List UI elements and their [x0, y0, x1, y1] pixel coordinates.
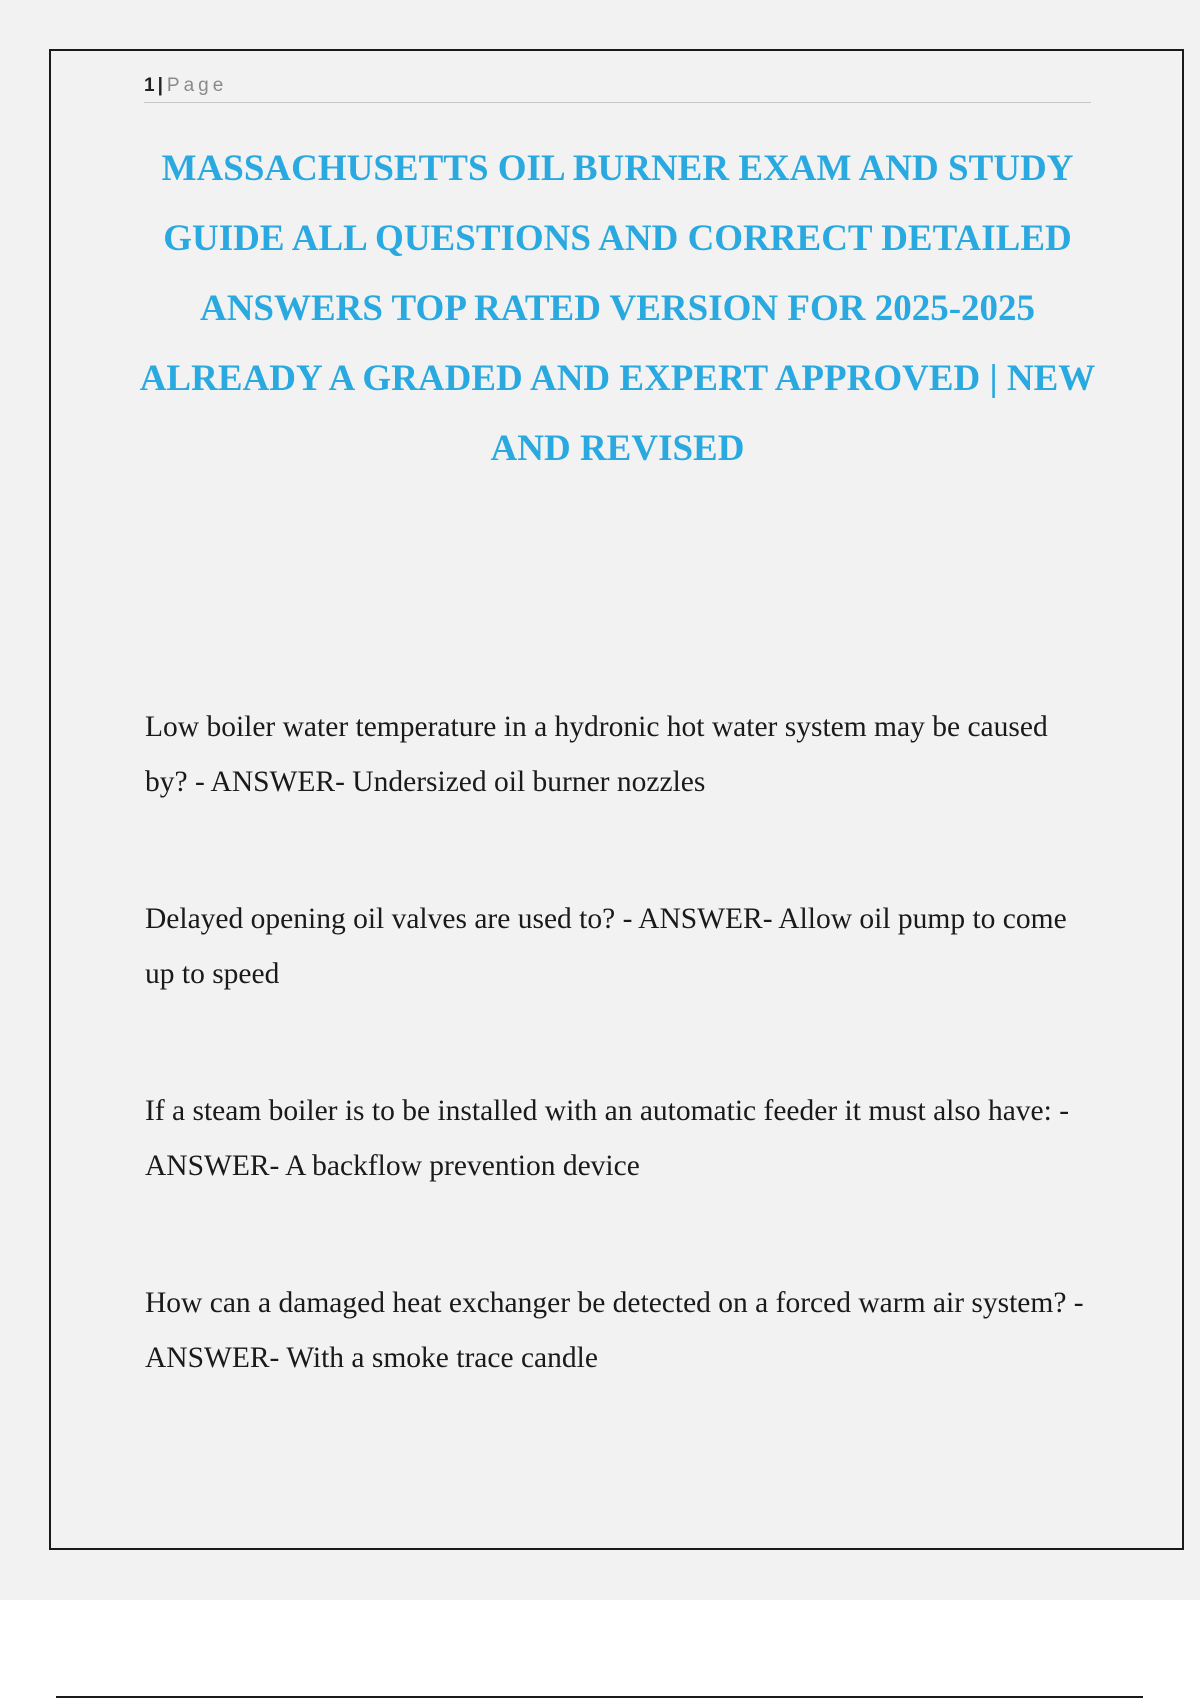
question-answer-item: Low boiler water temperature in a hydronic hot water system may be caused by? - ANSWER- Undersized oil burner nozzles	[145, 711, 1048, 798]
question-answer-item: Delayed opening oil valves are used to? - ANSWER- Allow oil pump to come up to speed	[145, 903, 1067, 990]
question-answer-item: If a steam boiler is to be installed with an automatic feeder it must also have: - ANSWER- A backflow prevention device	[145, 1095, 1070, 1182]
page-header	[144, 74, 1091, 103]
question-answer-item: How can a damaged heat exchanger be detected on a forced warm air system? - ANSWER- With a smoke trace candle	[145, 1287, 1084, 1374]
page-label: Page	[166, 75, 228, 96]
page-separator: |	[157, 75, 163, 96]
footer-divider	[56, 1696, 1143, 1698]
page-number: 1	[144, 75, 155, 96]
document-title: MASSACHUSETTS OIL BURNER EXAM AND STUDY GUIDE ALL QUESTIONS AND CORRECT DETAILED ANSWERS TOP RATED VERSION FOR 2025-2025 ALREADY A GRADED AND EXPERT APPROVED | NEW AND REVISED	[139, 148, 1096, 469]
